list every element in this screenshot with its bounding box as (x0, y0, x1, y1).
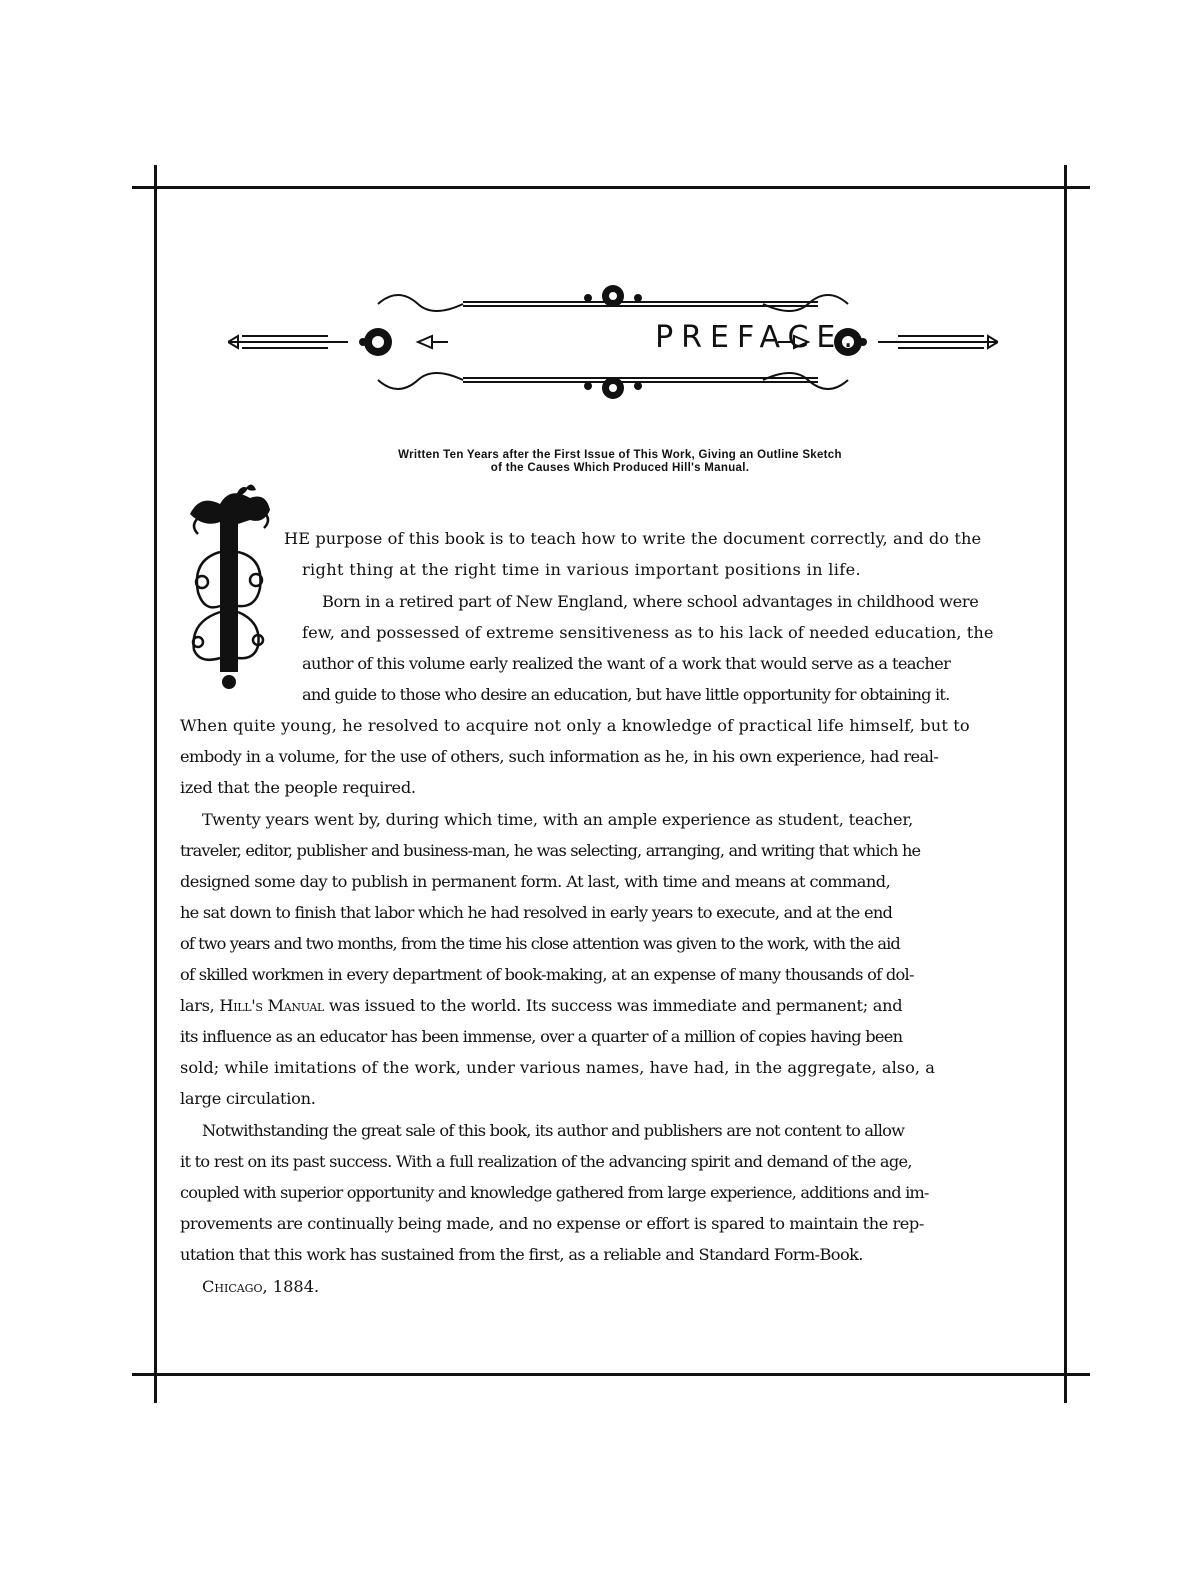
text-line: traveler, editor, publisher and business-man, he was selecting, arranging, and writing that which he (180, 841, 921, 860)
text-line: author of this volume early realized the want of a work that would serve as a teacher (302, 654, 951, 673)
subtitle-line-1: Written Ten Years after the First Issue of This Work, Giving an Outline Sketch (398, 449, 842, 461)
text-line: provements are continually being made, and no expense or effort is spared to maintain the rep- (180, 1214, 924, 1233)
text-line: Twenty years went by, during which time, with an ample experience as student, teacher, (202, 810, 914, 829)
frame-top-rule (132, 186, 1090, 189)
text-line (180, 997, 902, 1015)
text-fragment: was issued to the world. Its success was immediate and permanent; and (324, 996, 903, 1015)
subtitle-line-2: of the Causes Which Produced Hill's Manual. (490, 462, 750, 474)
preface-ornament (228, 282, 998, 414)
text-line: embody in a volume, for the use of others, such information as he, in his own experience, had real- (180, 747, 939, 766)
text-line: few, and possessed of extreme sensitiveness as to his lack of needed education, the (302, 623, 994, 642)
text-line: When quite young, he resolved to acquire not only a knowledge of practical life himself, but to (180, 716, 970, 735)
text-line: its influence as an educator has been immense, over a quarter of a million of copies having been (180, 1027, 903, 1046)
page-title: PREFACE. (655, 320, 861, 355)
signature-year: , 1884. (262, 1277, 320, 1296)
drop-cap (180, 482, 272, 694)
drop-cap-t-icon (180, 482, 272, 694)
text-line: utation that this work has sustained from the first, as a reliable and Standard Form-Book. (180, 1245, 863, 1264)
text-line: sold; while imitations of the work, under various names, have had, in the aggregate, also, a (180, 1058, 935, 1077)
subtitle (260, 449, 980, 475)
frame-left-rule (154, 165, 157, 1403)
text-line: ized that the people required. (180, 778, 416, 797)
text-line: Notwithstanding the great sale of this book, its author and publishers are not content to allow (202, 1121, 905, 1140)
frame-right-rule (1064, 165, 1067, 1403)
signature-line (202, 1278, 319, 1296)
text-line: of skilled workmen in every department of book-making, at an expense of many thousands of dol- (180, 965, 914, 984)
text-line: right thing at the right time in various important positions in life. (302, 560, 861, 579)
text-line: HE purpose of this book is to teach how to write the document correctly, and do the (284, 529, 982, 548)
text-line: designed some day to publish in permanent form. At last, with time and means at command, (180, 872, 891, 891)
text-line: and guide to those who desire an education, but have little opportunity for obtaining it. (302, 685, 950, 704)
text-fragment: lars, (180, 996, 220, 1015)
text-line: he sat down to finish that labor which he had resolved in early years to execute, and at the end (180, 903, 893, 922)
text-line: coupled with superior opportunity and knowledge gathered from large experience, additions and im- (180, 1183, 929, 1202)
text-line: Born in a retired part of New England, where school advantages in childhood were (322, 592, 979, 611)
text-line: large circulation. (180, 1089, 316, 1108)
text-line: it to rest on its past success. With a full realization of the advancing spirit and demand of the age, (180, 1152, 912, 1171)
signature-place: Chicago (202, 1277, 263, 1296)
text-line: of two years and two months, from the time his close attention was given to the work, with the aid (180, 934, 900, 953)
frame-bottom-rule (132, 1373, 1090, 1376)
book-title: Hill's Manual (219, 996, 325, 1015)
